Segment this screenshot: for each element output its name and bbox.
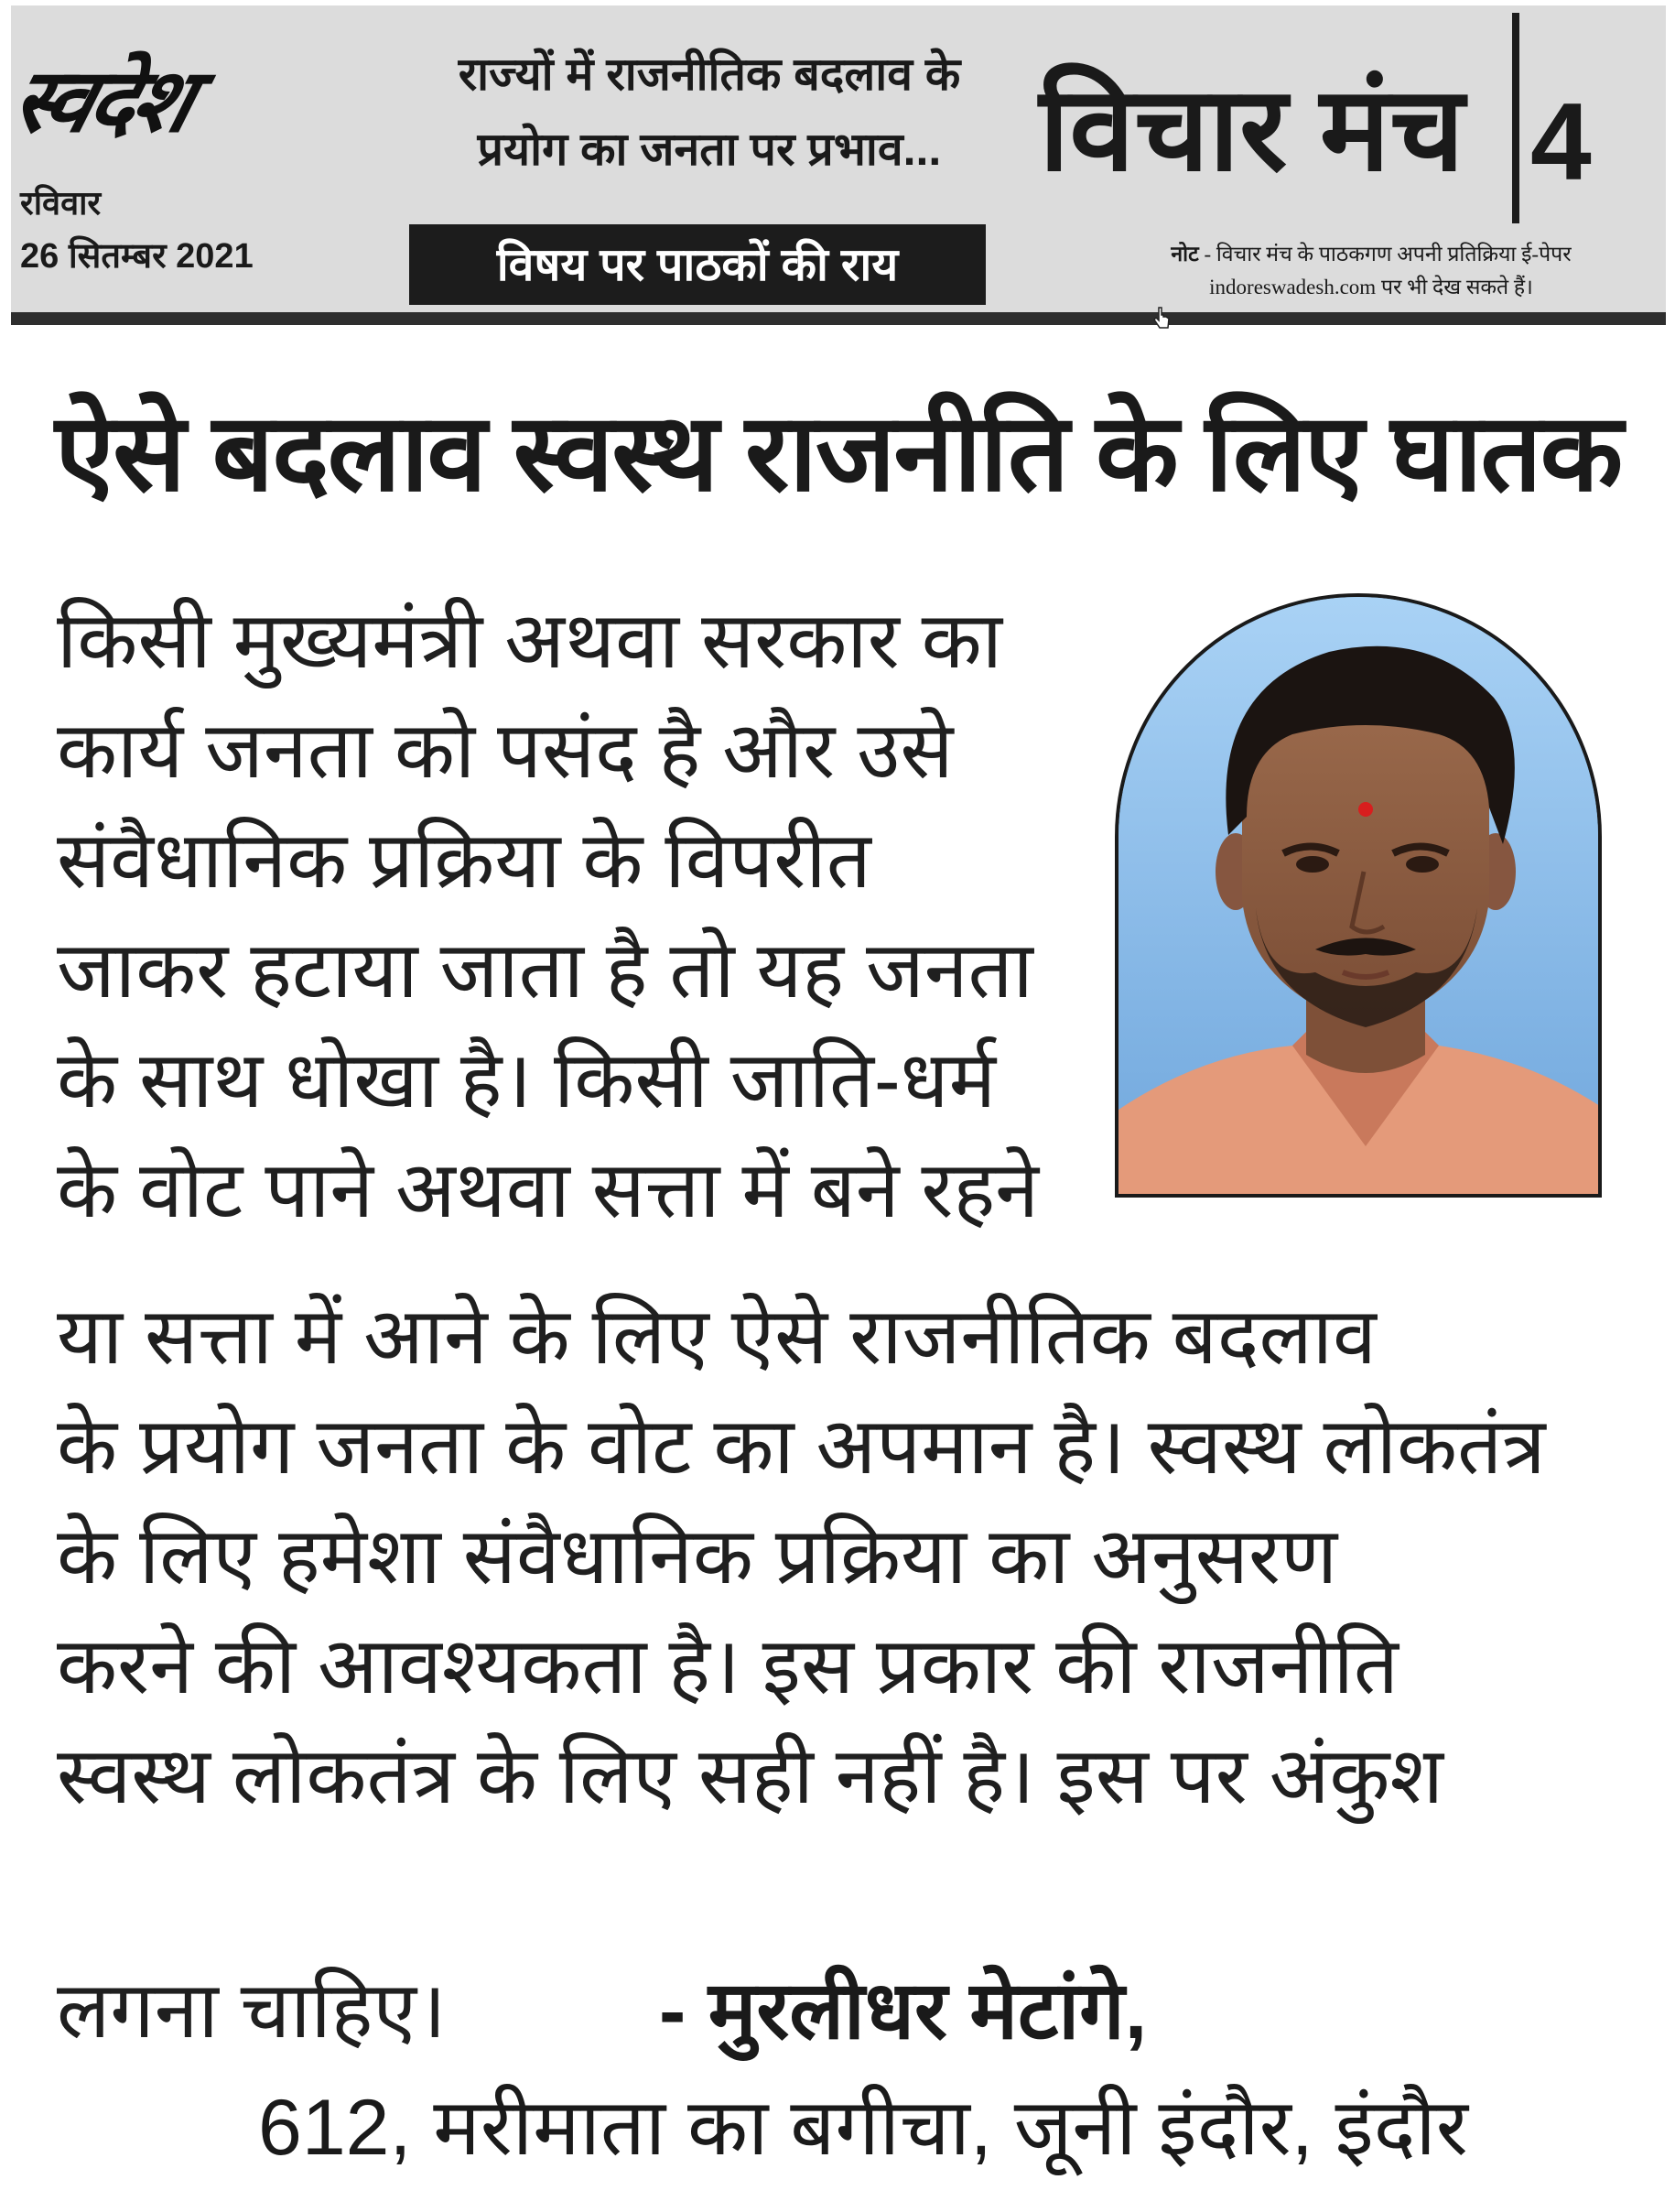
article-headline: ऐसे बदलाव स्वस्थ राजनीति के लिए घातक <box>55 393 1622 514</box>
author-name: - मुरलीधर मेटांगे, <box>659 1965 1148 2055</box>
body-line: के साथ धोखा है। किसी जाति-धर्म <box>57 1036 996 1124</box>
topic-line-1: राज्यों में राजनीतिक बदलाव के <box>458 49 961 100</box>
note-line-1 <box>1087 238 1655 271</box>
body-line: किसी मुख्यमंत्री अथवा सरकार का <box>57 597 1002 685</box>
topic-line-2: प्रयोग का जनता पर प्रभाव... <box>477 124 942 175</box>
note-line-2: indoreswadesh.com पर भी देख सकते हैं। <box>1209 276 1533 298</box>
issue-day: रविवार <box>20 184 102 222</box>
note-label: नोट <box>1171 243 1199 266</box>
masthead-rule <box>11 312 1666 325</box>
body-line: या सत्ता में आने के लिए ऐसे राजनीतिक बदलाव <box>57 1293 1377 1381</box>
author-address: 612, मरीमाता का बगीचा, जूनी इंदौर, इंदौर <box>258 2084 1468 2172</box>
portrait-illustration <box>1118 597 1602 1198</box>
hand-cursor-icon <box>1151 306 1172 331</box>
readers-opinion-banner: विषय पर पाठकों की राय <box>409 224 986 305</box>
epaper-note <box>1087 238 1655 304</box>
body-line: कार्य जनता को पसंद है और उसे <box>57 707 954 795</box>
issue-date: 26 सितम्बर 2021 <box>20 237 254 276</box>
author-photo <box>1115 593 1602 1198</box>
body-line: संवैधानिक प्रक्रिया के विपरीत <box>57 817 871 905</box>
note-text-1: - विचार मंच के पाठकगण अपनी प्रतिक्रिया ई-पेपर <box>1198 243 1572 266</box>
body-line: करने की आवश्यकता है। इस प्रकार की राजनीति <box>57 1622 1399 1710</box>
body-line: जाकर हटाया जाता है तो यह जनता <box>57 927 1033 1014</box>
section-title: विचार मंच <box>1039 64 1464 195</box>
page-number: 4 <box>1530 81 1592 203</box>
section-divider <box>1512 13 1519 223</box>
logo-text: स्वदेश <box>2 49 203 152</box>
body-line: लगना चाहिए। <box>57 1967 447 2055</box>
body-line: के प्रयोग जनता के वोट का अपमान है। स्वस्थ लोकतंत्र <box>57 1403 1546 1491</box>
topic-heading <box>416 37 1002 187</box>
body-line: के लिए हमेशा संवैधानिक प्रक्रिया का अनुसरण <box>57 1513 1338 1600</box>
body-line: के वोट पाने अथवा सत्ता में बने रहने <box>57 1146 1040 1234</box>
newspaper-logo <box>2 46 362 156</box>
body-line: स्वस्थ लोकतंत्र के लिए सही नहीं है। इस पर अंकुश <box>57 1732 1443 1820</box>
